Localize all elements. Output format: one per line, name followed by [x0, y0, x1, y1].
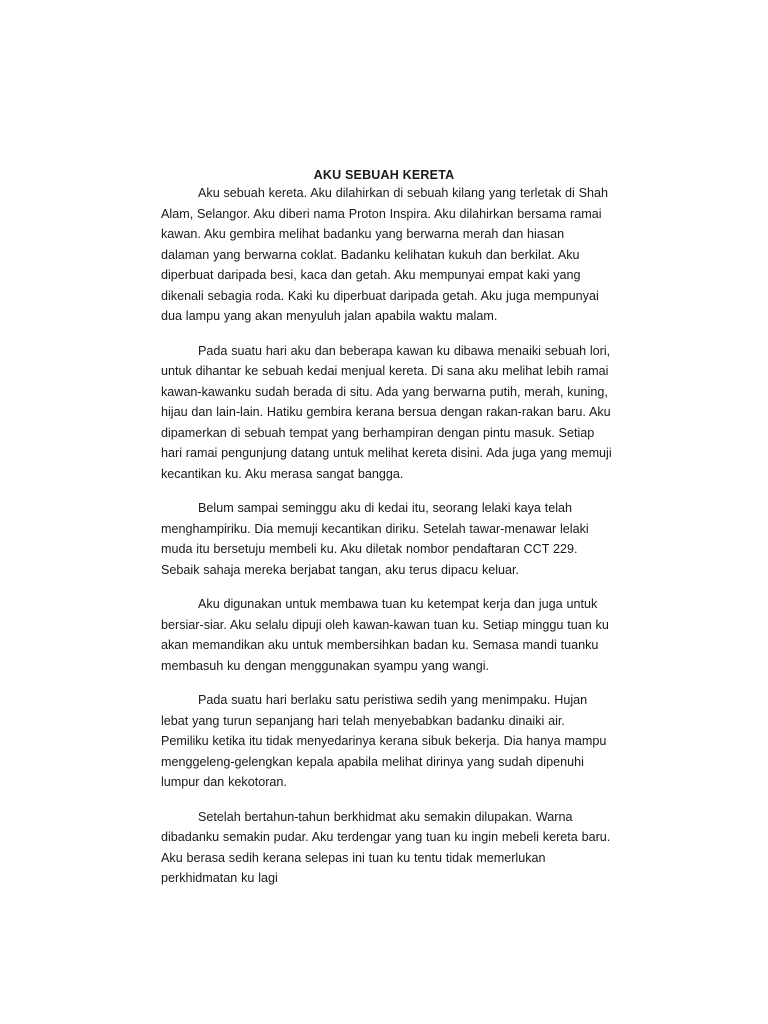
document-body	[161, 183, 613, 903]
paragraph-1: Aku sebuah kereta. Aku dilahirkan di sebuah kilang yang terletak di Shah Alam, Selangor. Aku diberi nama Proton Inspira. Aku dilahirkan bersama ramai kawan. Aku gembira melihat badanku yang berwarna merah dan hiasan dalaman yang berwarna coklat. Badanku kelihatan kukuh dan berkilat. Aku diperbuat daripada besi, kaca dan getah. Aku mempunyai empat kaki yang dikenali sebagia roda. Kaki ku diperbuat daripada getah. Aku juga mempunyai dua lampu yang akan menyuluh jalan apabila waktu malam.	[161, 186, 609, 323]
paragraph-3: Belum sampai seminggu aku di kedai itu, seorang lelaki kaya telah menghampiriku. Dia memuji kecantikan diriku. Setelah tawar-menawar lelaki muda itu bersetuju membeli ku. Aku diletak nombor pendaftaran CCT 229. Sebaik sahaja mereka berjabat tangan, aku terus dipacu keluar.	[161, 501, 589, 577]
document-title: AKU SEBUAH KERETA	[313, 168, 455, 182]
paragraph-5: Pada suatu hari berlaku satu peristiwa sedih yang menimpaku. Hujan lebat yang turun sepanjang hari telah menyebabkan badanku dinaiki air. Pemiliku ketika itu tidak menyedarinya kerana sibuk bekerja. Dia hanya mampu menggeleng-gelengkan kepala apabila melihat dirinya yang sudah dipenuhi lumpur dan kekotoran.	[161, 693, 607, 789]
paragraph-6: Setelah bertahun-tahun berkhidmat aku semakin dilupakan. Warna dibadanku semakin pudar. Aku terdengar yang tuan ku ingin mebeli kereta baru. Aku berasa sedih kerana selepas ini tuan ku tentu tidak memerlukan perkhidmatan ku lagi	[161, 809, 611, 885]
paragraph-4: Aku digunakan untuk membawa tuan ku ketempat kerja dan juga untuk bersiar-siar. Aku selalu dipuji oleh kawan-kawan tuan ku. Setiap minggu tuan ku akan memandikan aku untuk membersihkan badan ku. Semasa mandi tuanku membasuh ku dengan menggunakan syampu yang wangi.	[161, 597, 609, 673]
paragraph-2: Pada suatu hari aku dan beberapa kawan ku dibawa menaiki sebuah lori, untuk dihantar ke sebuah kedai menjual kereta. Di sana aku melihat lebih ramai kawan-kawanku sudah berada di situ. Ada yang berwarna putih, merah, kuning, hijau dan lain-lain. Hatiku gembira kerana bersua dengan rakan-rakan baru. Aku dipamerkan di sebuah tempat yang berhampiran dengan pintu masuk. Setiap hari ramai pengunjung datang untuk melihat kereta disini. Ada juga yang memuji kecantikan ku. Aku merasa sangat bangga.	[161, 343, 612, 481]
